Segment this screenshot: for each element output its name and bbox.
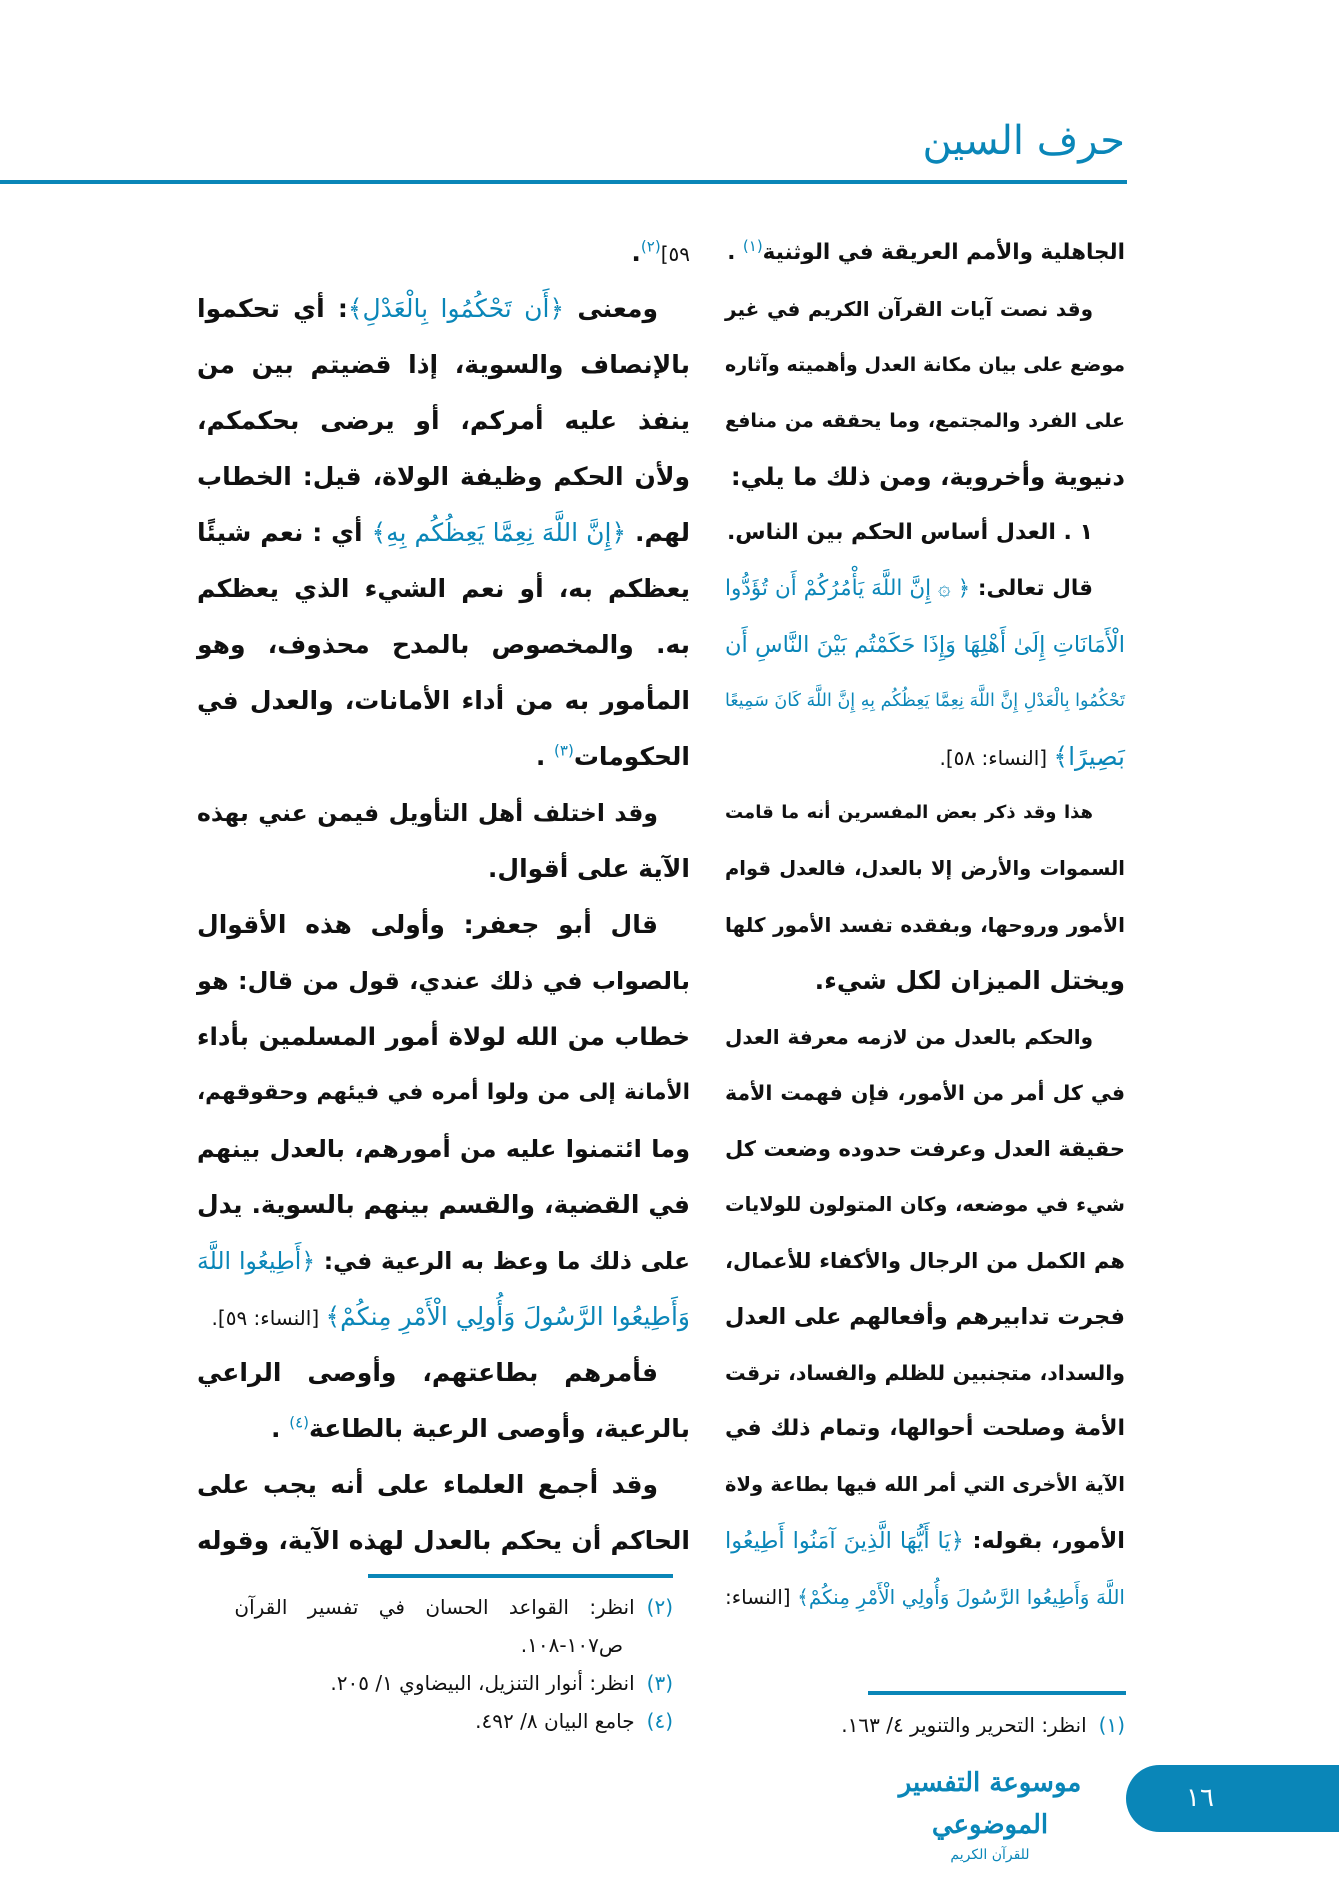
body-text: موضع على بيان مكانة العدل وأهميته وآثاره [725,354,1125,376]
body-text: بالصواب في ذلك عندي، قول من قال: هو [197,967,690,995]
encyclopedia-logo [880,1762,1100,1864]
body-text: : أي تحكموا [197,294,348,323]
text-line [725,953,1125,1009]
text-line [725,1065,1125,1121]
text-line [725,393,1125,449]
text-line [197,561,690,617]
body-text: ومعنى [564,294,658,323]
body-text: . [727,240,743,265]
text-line [725,1513,1125,1569]
text-line [197,673,690,729]
text-line [197,449,690,505]
body-text: خطاب من الله لولاة أمور المسلمين بأداء [197,1022,690,1051]
body-text: دنيوية وأخروية، ومن ذلك ما يلي: [730,462,1125,491]
text-line [197,337,690,393]
body-text: الآية الأخرى التي أمر الله فيها بطاعة ولاة [725,1473,1125,1496]
text-line [725,785,1125,841]
footnote-2-continuation: ص١٠٧-١٠٨. [520,1633,623,1657]
text-line [197,1345,690,1401]
quran-verse: بَصِيرًا﴾ [1053,742,1125,771]
verse-reference: ٥٩] [660,242,690,266]
body-text: وقد اختلف أهل التأويل فيمن عني بهذه [197,799,658,827]
text-line [197,505,690,561]
text-line [197,1513,690,1569]
text-line [725,225,1125,281]
body-text: وما ائتمنوا عليه من أمورهم، بالعدل بينهم [197,1135,690,1163]
text-line [725,1289,1125,1345]
body-text: . [535,742,555,771]
body-text: ١ . العدل أساس الحكم بين الناس. [726,520,1093,545]
body-text: لهم. [626,518,690,547]
body-text: الجاهلية والأمم العريقة في الوثنية [762,240,1125,265]
footnote-divider-left [368,1574,673,1578]
footnote-number: (٤) [646,1709,673,1733]
text-line [725,1569,1125,1625]
logo-subtitle: للقرآن الكريم [950,1847,1030,1863]
text-line [725,1121,1125,1177]
quran-verse: ﴿أَن تَحْكُمُوا بِالْعَدْلِ﴾ [347,294,565,323]
body-text: الأمانة إلى من ولوا أمره في فيئهم وحقوقهم، [197,1080,690,1105]
body-text: به. والمخصوص بالمدح محذوف، وهو [197,630,690,659]
body-text: وقد أجمع العلماء على أنه يجب على [197,1470,658,1499]
right-column [725,225,1125,1625]
text-line [725,1345,1125,1401]
quran-verse: ﴿أَطِيعُوا اللَّهَ [197,1247,316,1275]
footnote-marker: (١) [742,236,763,255]
text-line [725,1457,1125,1513]
text-line [197,225,690,281]
text-line [197,1401,690,1457]
left-column [197,225,690,1569]
footnote-3 [234,1664,673,1702]
text-line [725,1233,1125,1289]
footnote-text: انظر: القواعد الحسان في تفسير القرآن [234,1595,635,1619]
body-text: . [271,1414,290,1443]
quran-verse: ﴿ ۞ إِنَّ اللَّهَ يَأْمُرُكُمْ أَن تُؤَدُّوا [725,576,971,601]
footnote-text: انظر: أنوار التنزيل، البيضاوي ١/ ٢٠٥. [330,1671,635,1695]
body-text: على الفرد والمجتمع، وما يحققه من منافع [725,410,1125,432]
logo-title: موسوعة التفسير الموضوعي [898,1768,1082,1840]
body-text: فأمرهم بطاعتهم، وأوصى الراعي [197,1358,658,1387]
body-text: بالإنصاف والسوية، إذا قضيتم بين من [197,350,690,379]
body-text: . [631,238,641,267]
body-text: قال تعالى: [970,576,1094,601]
body-text: فجرت تدابيرهم وأفعالهم على العدل [724,1304,1125,1330]
text-line [197,281,690,337]
body-text: شيء في موضعه، وكان المتولون للولايات [725,1193,1125,1216]
body-text: وقد نصت آيات القرآن الكريم في غير [725,297,1093,321]
body-text: يعظكم به، أو نعم الشيء الذي يعظكم [197,574,690,603]
body-text: السموات والأرض إلا بالعدل، فالعدل قوام [725,857,1125,880]
footnote-marker: (٢) [640,237,661,256]
body-text: حقيقة العدل وعرفت حدوده وضعت كل [725,1137,1125,1161]
body-text: الحاكم أن يحكم بالعدل لهذه الآية، وقوله [197,1526,690,1555]
text-line [197,1457,690,1513]
verse-reference: [النساء: [725,1585,798,1609]
text-line [197,1121,690,1177]
text-line [197,1177,690,1233]
text-line [725,449,1125,505]
text-line [725,1401,1125,1457]
body-text: الآية على أقوال. [487,854,690,883]
text-line [725,561,1125,617]
text-line [197,729,690,785]
text-line [197,393,690,449]
body-text: هم الكمل من الرجال والأكفاء للأعمال، [725,1249,1125,1273]
text-line [725,729,1125,785]
body-text: الحكومات [573,742,690,771]
text-line [197,617,690,673]
text-line [725,505,1125,561]
body-text: أي : نعم شيئًا [197,518,372,547]
footnote-marker: (٣) [554,741,574,760]
text-line [197,897,690,953]
footnote-number: (٣) [646,1671,673,1695]
text-line [197,1233,690,1289]
footnote-divider-right [868,1691,1126,1695]
footnotes-left [234,1588,673,1740]
quran-verse: ﴿يَا أَيُّهَا الَّذِينَ آمَنُوا أَطِيعُوا [725,1528,964,1554]
body-text: والسداد، متجنبين للظلم والفساد، ترقت [725,1361,1125,1385]
footnote-number: (٢) [646,1595,673,1619]
text-line [725,897,1125,953]
quran-verse: تَحْكُمُوا بِالْعَدْلِ إِنَّ اللَّهَ نِعِمَّا يَعِظُكُم بِهِ إِنَّ اللَّهَ كَانَ سَمِيعًا [725,691,1125,711]
body-text: قال أبو جعفر: وأولى هذه الأقوال [197,910,658,939]
body-text: المأمور به من أداء الأمانات، والعدل في [197,686,690,715]
body-text: بالرعية، وأوصى الرعية بالطاعة [309,1414,690,1443]
body-text: ويختل الميزان لكل شيء. [814,966,1125,995]
text-line [197,785,690,841]
text-line [197,1065,690,1121]
quran-verse: ﴿إِنَّ اللَّهَ نِعِمَّا يَعِظُكُم بِهِ﴾ [371,518,627,547]
body-text: والحكم بالعدل من لازمه معرفة العدل [725,1025,1093,1049]
quran-verse: الْأَمَانَاتِ إِلَىٰ أَهْلِهَا وَإِذَا حَكَمْتُم بَيْنَ النَّاسِ أَن [725,632,1125,658]
footnote-right-1 [841,1706,1125,1744]
text-line [725,1177,1125,1233]
text-line [725,337,1125,393]
body-text: الأمة وصلحت أحوالها، وتمام ذلك في [725,1416,1125,1441]
footnote-marker: (٤) [289,1413,310,1432]
body-text: ولأن الحكم وظيفة الولاة، قيل: الخطاب [197,462,690,491]
body-text: الأمور وروحها، وبفقده تفسد الأمور كلها [725,913,1125,937]
body-text: على ذلك ما وعظ به الرعية في: [315,1247,691,1275]
text-line [725,841,1125,897]
body-text: في القضية، والقسم بينهم بالسوية. يدل [197,1190,690,1219]
body-text: هذا وقد ذكر بعض المفسرين أنه ما قامت [725,802,1093,823]
body-text: ينفذ عليه أمركم، أو يرضى بحكمكم، [197,406,690,435]
body-text: الأمور، بقوله: [963,1528,1125,1554]
text-line [197,953,690,1009]
footnote-2 [234,1588,673,1626]
text-line [725,673,1125,729]
text-line [197,841,690,897]
text-line [197,1289,690,1345]
text-line [725,1009,1125,1065]
footnote-text: جامع البيان ٨/ ٤٩٢. [475,1709,635,1733]
page-number-tab: ١٦ [1126,1765,1339,1832]
footnote-4 [234,1702,673,1740]
chapter-title: حرف السين [922,118,1125,164]
verse-reference: [النساء: ٥٨]. [939,746,1054,770]
text-line [725,281,1125,337]
quran-verse: وَأَطِيعُوا الرَّسُولَ وَأُولِي الْأَمْرِ مِنكُمْ﴾ [325,1302,690,1331]
footnote-text: انظر: التحرير والتنوير ٤/ ١٦٣. [841,1713,1087,1737]
body-text: في كل أمر من الأمور، فإن فهمت الأمة [725,1081,1125,1105]
quran-verse: اللَّهَ وَأَطِيعُوا الرَّسُولَ وَأُولِي الْأَمْرِ مِنكُمْ﴾ [797,1585,1125,1609]
text-line [725,617,1125,673]
verse-reference: [النساء: ٥٩]. [211,1306,326,1330]
footnote-number: (١) [1098,1713,1125,1737]
text-line [197,1009,690,1065]
header-divider [0,180,1127,184]
